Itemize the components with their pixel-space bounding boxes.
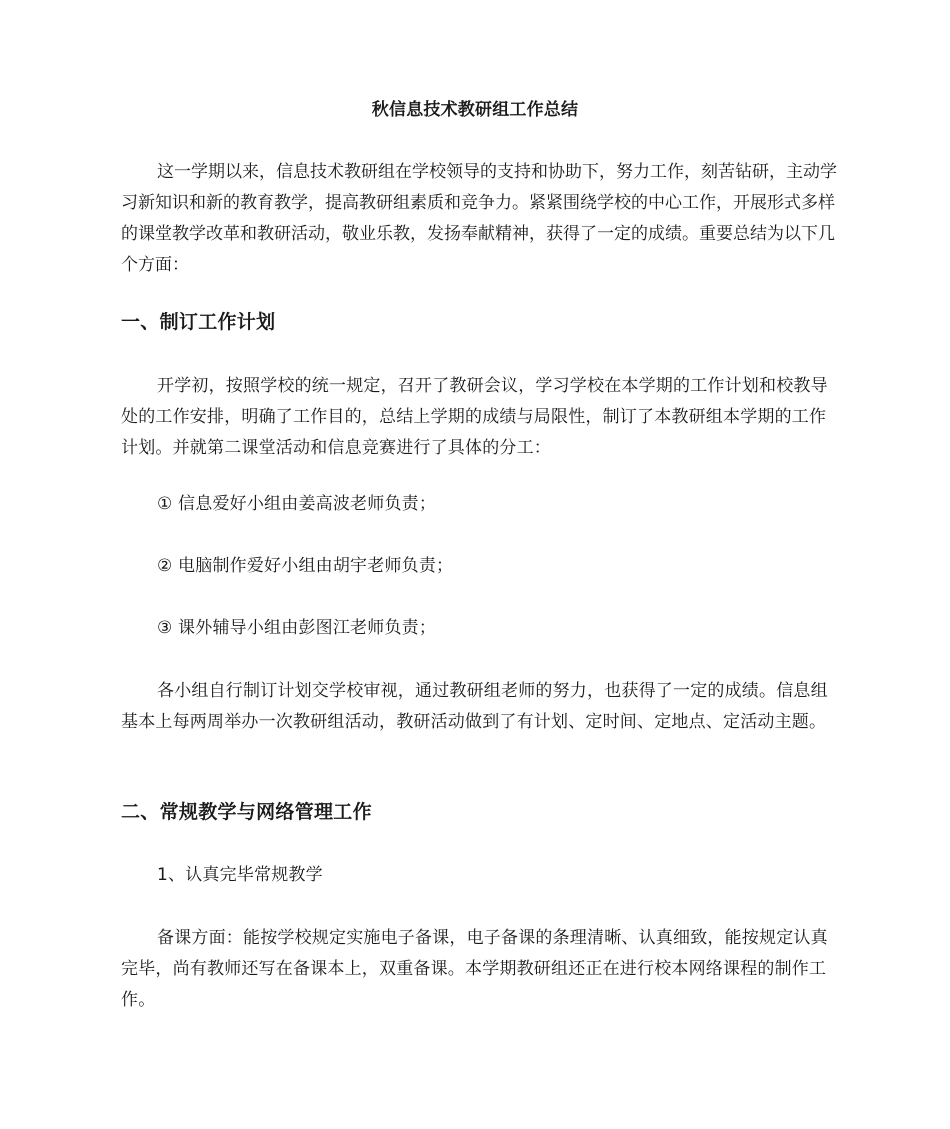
section-1-list-item-2: ② 电脑制作爱好小组由胡宇老师负责；: [157, 556, 454, 576]
section-1-list-item-1: ① 信息爱好小组由姜高波老师负责；: [157, 494, 437, 514]
section-2-paragraph: 备课方面：能按学校规定实施电子备课，电子备课的条理清晰、认真细致，能按规定认真完毕，尚有教师还写在备课本上，双重备课。本学期教研组还正在进行校本网络课程的制作工作。: [121, 928, 828, 1010]
section-1-paragraph: 开学初，按照学校的统一规定，召开了教研会议，学习学校在本学期的工作计划和校教导处的工作安排，明确了工作目的，总结上学期的成绩与局限性，制订了本教研组本学期的工作计划。并就第二课堂活动和信息竞赛进行了具体的分工：: [121, 376, 828, 458]
document-title: 秋信息技术教研组工作总结: [371, 100, 579, 120]
section-2-subheading: 1、认真完毕常规教学: [157, 865, 323, 885]
section-1-list-item-3: ③ 课外辅导小组由彭图江老师负责；: [157, 618, 437, 638]
intro-paragraph: 这一学期以来，信息技术教研组在学校领导的支持和协助下，努力工作，刻苦钻研，主动学习新知识和新的教育教学，提高教研组素质和竞争力。紧紧围绕学校的中心工作，开展形式多样的课堂教学改革和教研活动，敬业乐教，发扬奉献精神，获得了一定的成绩。重要总结为以下几个方面：: [121, 162, 837, 275]
section-1-closing-paragraph: 各小组自行制订计划交学校审视，通过教研组老师的努力，也获得了一定的成绩。信息组基本上每两周举办一次教研组活动，教研活动做到了有计划、定时间、定地点、定活动主题。: [121, 681, 828, 732]
section-1-heading: 一、制订工作计划: [121, 311, 276, 333]
section-2-heading: 二、常规教学与网络管理工作: [121, 801, 372, 823]
